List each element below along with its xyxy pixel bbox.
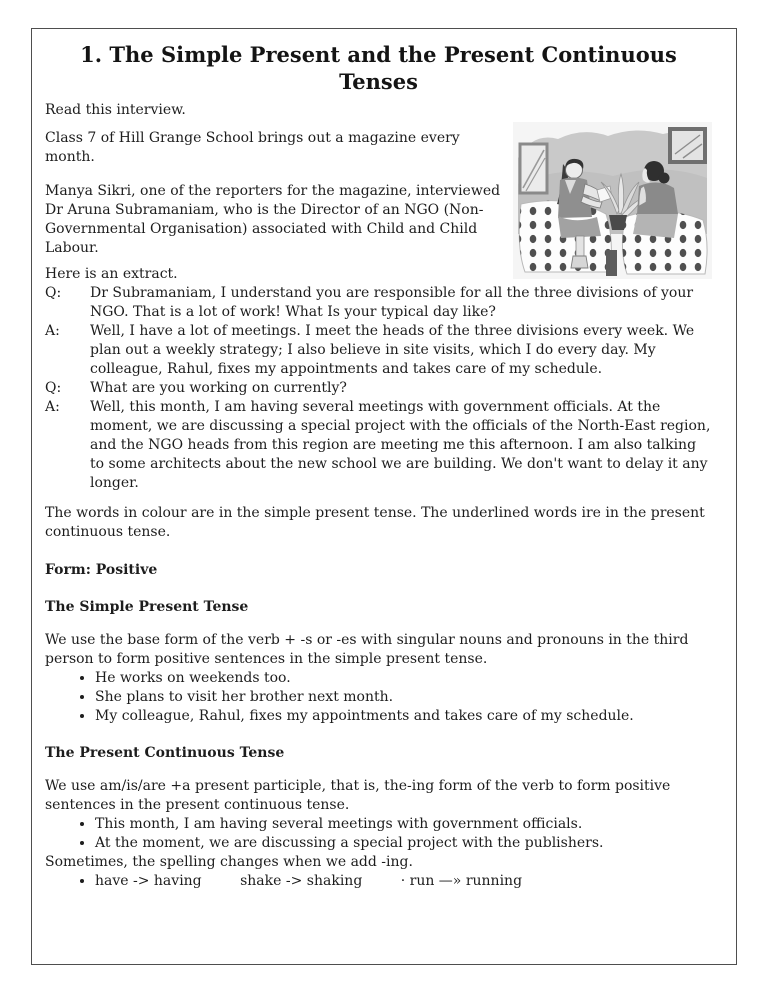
- example-item: • At the moment, we are discussing a special project with the publishers.: [95, 834, 712, 853]
- qa-label: A:: [45, 323, 60, 339]
- present-continuous-examples: [45, 815, 712, 853]
- qa-row: [45, 398, 712, 493]
- extract-lead-in: Here is an extract.: [45, 266, 178, 282]
- qa-label: Q:: [45, 285, 62, 301]
- colour-words-note: The words in colour are in the simple present tense. The underlined words ire in the present continuous tense.: [45, 505, 705, 540]
- spelling-example-row: [95, 872, 712, 891]
- qa-row: [45, 284, 712, 322]
- page-title: [45, 41, 712, 95]
- two-women-talking-illustration: [513, 122, 712, 279]
- form-positive-heading: Form: Positive: [45, 562, 158, 578]
- simple-present-body: We use the base form of the verb + -s or -es with singular nouns and pronouns in the third person to form positive sentences in the simple present tense.: [45, 632, 689, 667]
- window-left: [520, 144, 547, 193]
- example-item: • He works on weekends too.: [95, 669, 712, 688]
- simple-present-examples: [45, 669, 712, 726]
- qa-label: A:: [45, 399, 60, 415]
- page-title-line1: 1. The Simple Present and the Present Continuous: [80, 42, 677, 67]
- simple-present-heading: The Simple Present Tense: [45, 599, 249, 615]
- spelling-example: have -> having: [95, 873, 202, 889]
- textbook-page: [31, 28, 737, 965]
- spelling-example: · run —» running: [400, 873, 523, 889]
- qa-text: Well, I have a lot of meetings. I meet the heads of the three divisions every week. We plan out a weekly strategy; I also believe in site visits, which I do every day. My colleague, Rahul, fixes my appointments and takes care of my schedule.: [90, 323, 695, 377]
- qa-text: Well, this month, I am having several meetings with government officials. At the moment, we are discussing a special project with the officials of the North-East region, and the NGO heads from this region are meeting me this afternoon. I am also talking to some architects about the new school we are building. We don't want to delay it any longer.: [90, 399, 711, 491]
- example-item: • This month, I am having several meetings with government officials.: [95, 815, 712, 834]
- spelling-examples: [45, 872, 712, 891]
- qa-label: Q:: [45, 380, 62, 396]
- stool-leg: [606, 250, 617, 276]
- present-continuous-body: We use am/is/are +a present participle, that is, the-ing form of the verb to form positive sentences in the present continuous tense.: [45, 778, 671, 813]
- read-instruction: Read this interview.: [45, 102, 186, 118]
- example-item: • She plans to visit her brother next month.: [95, 688, 712, 707]
- interview-illustration: [513, 122, 712, 279]
- page-title-line2: Tenses: [339, 69, 418, 94]
- present-continuous-heading: The Present Continuous Tense: [45, 745, 285, 761]
- qa-text: Dr Subramaniam, I understand you are responsible for all the three divisions of your NGO. That is a lot of work! What Is your typical day like?: [90, 285, 694, 320]
- interview-dialogue: [45, 284, 712, 493]
- qa-text: What are you working on currently?: [90, 380, 347, 396]
- qa-row: [45, 322, 712, 379]
- window-right: [670, 129, 705, 162]
- intro-paragraph-class7: Class 7 of Hill Grange School brings out a magazine every month.: [45, 130, 460, 165]
- qa-row: [45, 379, 712, 398]
- intro-paragraph-manya: Manya Sikri, one of the reporters for the magazine, interviewed Dr Aruna Subramaniam, who is the Director of an NGO (Non-Governmental Organisation) associated with Child and Child Labour.: [45, 183, 501, 256]
- example-item: • My colleague, Rahul, fixes my appointments and takes care of my schedule.: [95, 707, 712, 726]
- spelling-note: Sometimes, the spelling changes when we add -ing.: [45, 854, 413, 870]
- spelling-example: shake -> shaking: [240, 873, 363, 889]
